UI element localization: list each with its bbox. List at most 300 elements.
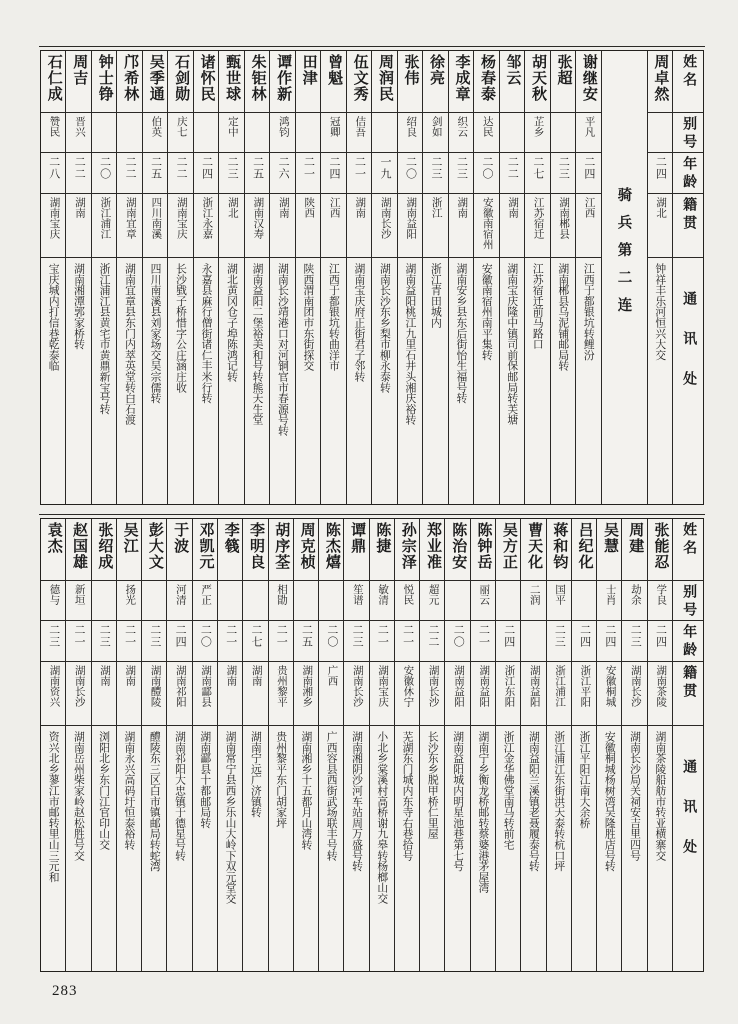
entry-origin: 湖南汉寿 bbox=[252, 197, 264, 239]
entry-origin: 湖南长沙 bbox=[629, 665, 641, 707]
entry-age: 二一 bbox=[302, 156, 315, 180]
entry-address-cell bbox=[92, 258, 116, 504]
entry-origin-cell bbox=[92, 662, 116, 726]
entry-name-cell bbox=[218, 519, 242, 581]
entry-name: 甄世球 bbox=[224, 54, 241, 102]
entry-age: 二七 bbox=[531, 156, 544, 180]
entry-alias: 庆七 bbox=[175, 116, 187, 137]
entry-age-cell bbox=[423, 153, 447, 194]
column-header-age: 年龄 bbox=[681, 624, 697, 660]
entry-origin: 江西 bbox=[328, 197, 340, 218]
entry-alias-cell bbox=[449, 113, 473, 153]
register-table-bottom bbox=[40, 518, 704, 972]
entry-address-cell bbox=[66, 726, 90, 971]
entry-address: 长沙戥子桥惜字公庄涵庄收 bbox=[175, 263, 188, 393]
entry-address-cell bbox=[551, 258, 575, 504]
entry-age-cell bbox=[576, 153, 600, 194]
entry-origin-cell bbox=[449, 194, 473, 258]
entry-age: 二一 bbox=[73, 624, 85, 648]
entry-alias-cell bbox=[117, 581, 141, 621]
entry-alias: 鸿钧 bbox=[277, 116, 289, 137]
entry-name-cell bbox=[449, 51, 473, 113]
entry-address-cell bbox=[347, 258, 371, 504]
entry-age: 二三 bbox=[429, 156, 442, 180]
entry-age-cell bbox=[168, 153, 192, 194]
entry-column bbox=[448, 51, 473, 504]
entry-origin: 湖南祁阳 bbox=[174, 665, 186, 707]
entry-name: 李篯 bbox=[222, 522, 239, 554]
entry-origin: 湖南长沙 bbox=[351, 665, 363, 707]
entry-column bbox=[397, 51, 422, 504]
entry-origin: 湖南益阳 bbox=[528, 665, 540, 707]
entry-address-cell bbox=[395, 726, 419, 971]
entry-name: 于波 bbox=[172, 522, 189, 554]
entry-age-cell bbox=[66, 621, 90, 662]
entry-age-cell bbox=[270, 153, 294, 194]
column-header-age-cell bbox=[673, 621, 703, 662]
entry-origin: 湖南益阳 bbox=[405, 197, 417, 239]
entry-address: 湖南益阳桃江九里石井头湘庆裕转 bbox=[404, 263, 417, 425]
entry-name: 吴慧 bbox=[601, 522, 618, 554]
entry-alias-cell bbox=[294, 581, 318, 621]
entry-name: 钟士铮 bbox=[96, 54, 113, 102]
entry-address: 湖南酃县十都邮局转 bbox=[199, 731, 212, 829]
entry-origin-cell bbox=[344, 662, 368, 726]
entry-address-cell bbox=[92, 726, 116, 971]
entry-column bbox=[242, 519, 267, 971]
entry-origin: 四川南溪 bbox=[150, 197, 162, 239]
entry-alias: 超元 bbox=[427, 584, 439, 605]
entry-alias: 二润 bbox=[528, 584, 540, 605]
entry-address: 湖南安乡县东后街怡生福号转 bbox=[455, 263, 468, 404]
column-header-name: 姓名 bbox=[681, 54, 697, 90]
entry-origin: 湖南宝庆 bbox=[48, 197, 60, 239]
entry-alias-cell bbox=[370, 581, 394, 621]
entry-origin-cell bbox=[117, 662, 141, 726]
entry-origin-cell bbox=[525, 194, 549, 258]
entry-age-cell bbox=[92, 621, 116, 662]
entry-alias-cell bbox=[398, 113, 422, 153]
entry-name: 吕纪化 bbox=[576, 522, 593, 570]
entry-origin: 湖南长沙 bbox=[379, 197, 391, 239]
entry-origin-cell bbox=[41, 194, 65, 258]
entry-age: 二三 bbox=[351, 624, 364, 648]
entry-address-cell bbox=[117, 726, 141, 971]
entry-name: 田津 bbox=[300, 54, 317, 86]
entry-origin-cell bbox=[423, 194, 447, 258]
entry-age: 二四 bbox=[578, 624, 591, 648]
entry-address: 长沙东乡脱甲桥仁里屋 bbox=[426, 731, 439, 839]
entry-address: 永嘉县麻行僧街诸仁丰米行转 bbox=[200, 263, 213, 404]
entry-alias: 国平 bbox=[554, 584, 566, 605]
entry-column bbox=[268, 519, 293, 971]
entry-address: 湖南长沙东乡梨市柳永泰转 bbox=[378, 263, 391, 393]
entry-name: 徐亮 bbox=[428, 54, 445, 86]
entry-name-cell bbox=[471, 519, 495, 581]
entry-column bbox=[596, 519, 621, 971]
entry-address: 安徽南宿州南平集转 bbox=[480, 263, 493, 361]
entry-alias-cell bbox=[474, 113, 498, 153]
entry-alias-cell bbox=[41, 113, 65, 153]
entry-age: 二六 bbox=[277, 156, 290, 180]
entry-origin-cell bbox=[420, 662, 444, 726]
entry-alias-cell bbox=[525, 113, 549, 153]
entry-address: 江苏宿迁前马路口 bbox=[531, 263, 544, 350]
entry-address-cell bbox=[420, 726, 444, 971]
entry-column bbox=[520, 519, 545, 971]
unit-label: 骑兵第二连 bbox=[615, 187, 632, 325]
entry-address-cell bbox=[370, 726, 394, 971]
entry-age-cell bbox=[294, 621, 318, 662]
entry-name: 曹天化 bbox=[526, 522, 543, 570]
entry-name: 陈治安 bbox=[450, 522, 467, 570]
entry-age-cell bbox=[66, 153, 90, 194]
entry-age-cell bbox=[344, 621, 368, 662]
entry-alias: 赞民 bbox=[48, 116, 60, 137]
entry-alias: 伯英 bbox=[150, 116, 162, 137]
entry-name-cell bbox=[194, 51, 218, 113]
entry-origin: 湖北 bbox=[655, 197, 667, 218]
entry-name: 邝希林 bbox=[122, 54, 139, 102]
entry-alias: 达民 bbox=[481, 116, 493, 137]
entry-column bbox=[116, 51, 141, 504]
entry-address: 湖南永兴高码圩恒泰裕转 bbox=[123, 731, 136, 850]
entry-name-cell bbox=[547, 519, 571, 581]
entry-age: 二七 bbox=[249, 624, 262, 648]
entry-origin-cell bbox=[372, 194, 396, 258]
entry-address: 湖南益阳二堡裕美和号转熊天生堂 bbox=[251, 263, 264, 425]
entry-name-cell bbox=[117, 51, 141, 113]
entry-address-cell bbox=[500, 258, 524, 504]
entry-origin: 浙江永嘉 bbox=[201, 197, 213, 239]
entry-column bbox=[41, 519, 65, 971]
entry-name: 张绍成 bbox=[96, 522, 113, 570]
entry-alias: 敏清 bbox=[377, 584, 389, 605]
entry-age: 二三 bbox=[629, 624, 642, 648]
entry-name: 郑业准 bbox=[424, 522, 441, 570]
entry-address: 宝庆城内打信巷乾泰临 bbox=[47, 263, 60, 371]
entry-alias: 新垣 bbox=[73, 584, 85, 605]
entry-address-cell bbox=[445, 726, 469, 971]
entry-address-cell bbox=[294, 726, 318, 971]
column-header-alias-cell bbox=[673, 581, 703, 621]
entry-column bbox=[91, 519, 116, 971]
entry-alias: 士肖 bbox=[604, 584, 616, 605]
entry-address-cell bbox=[142, 726, 166, 971]
column-header-origin-cell bbox=[673, 662, 703, 726]
entry-origin-cell bbox=[269, 662, 293, 726]
entry-name-cell bbox=[496, 519, 520, 581]
entry-address-cell bbox=[117, 258, 141, 504]
entry-origin: 湖南 bbox=[225, 665, 237, 686]
entry-name-cell bbox=[372, 51, 396, 113]
entry-origin-cell bbox=[496, 662, 520, 726]
entry-origin: 湖南长沙 bbox=[427, 665, 439, 707]
entry-name: 周克桢 bbox=[298, 522, 315, 570]
header-column bbox=[672, 51, 703, 504]
column-header-origin: 籍贯 bbox=[681, 197, 697, 233]
entry-alias-cell bbox=[496, 581, 520, 621]
entry-address-cell bbox=[270, 258, 294, 504]
entry-address: 浏阳北乡东门江官印山交 bbox=[98, 731, 111, 850]
entry-address-cell bbox=[41, 726, 65, 971]
entry-name-cell bbox=[525, 51, 549, 113]
entry-age: 二五 bbox=[149, 156, 162, 180]
entry-origin-cell bbox=[167, 662, 191, 726]
entry-address: 浙江青田城内 bbox=[429, 263, 442, 328]
entry-column bbox=[369, 519, 394, 971]
entry-origin-cell bbox=[92, 194, 116, 258]
entry-column bbox=[470, 519, 495, 971]
entry-origin: 湖南茶陵 bbox=[655, 665, 667, 707]
entry-address: 广西容县西街武场联丰号转 bbox=[325, 731, 338, 861]
entry-address: 湖南湘乡十五都月山湾转 bbox=[300, 731, 313, 850]
entry-name-cell bbox=[398, 51, 422, 113]
entry-address: 湖南湘潭郭家桥转 bbox=[73, 263, 86, 350]
entry-name-cell bbox=[474, 51, 498, 113]
entry-column bbox=[444, 519, 469, 971]
entry-age-cell bbox=[41, 621, 65, 662]
entry-origin-cell bbox=[398, 194, 422, 258]
entry-origin: 湖南益阳 bbox=[452, 665, 464, 707]
entry-origin-cell bbox=[319, 662, 343, 726]
entry-alias-cell bbox=[597, 581, 621, 621]
entry-age-cell bbox=[521, 621, 545, 662]
column-header-address: 通讯处 bbox=[681, 759, 697, 879]
entry-origin-cell bbox=[597, 662, 621, 726]
entry-alias-cell bbox=[321, 113, 345, 153]
entry-age: 二一 bbox=[123, 624, 136, 648]
entry-age-cell bbox=[551, 153, 575, 194]
entry-column bbox=[166, 519, 191, 971]
entry-column bbox=[142, 51, 167, 504]
entry-origin: 湖南 bbox=[124, 665, 136, 686]
entry-alias: 劫余 bbox=[629, 584, 641, 605]
entry-origin: 浙江东阳 bbox=[503, 665, 515, 707]
entry-name: 杨春泰 bbox=[478, 54, 495, 102]
entry-column bbox=[244, 51, 269, 504]
entry-age-cell bbox=[167, 621, 191, 662]
entry-origin: 安徽桐城 bbox=[604, 665, 616, 707]
entry-alias-cell bbox=[521, 581, 545, 621]
entry-address: 湖南郴县乌泥铺邮局转 bbox=[557, 263, 570, 371]
entry-name: 陈钟岳 bbox=[475, 522, 492, 570]
column-header-name-cell bbox=[673, 51, 703, 113]
entry-alias-cell bbox=[445, 581, 469, 621]
entry-origin: 贵州黎平 bbox=[275, 665, 287, 707]
entry-origin: 湖南宝庆 bbox=[175, 197, 187, 239]
column-header-origin: 籍贯 bbox=[681, 665, 697, 701]
entry-age-cell bbox=[321, 153, 345, 194]
entry-address: 湖南常宁县西乡乐山大岭下双元堂交 bbox=[224, 731, 237, 904]
entry-name: 周卓然 bbox=[652, 54, 669, 102]
entry-column bbox=[647, 51, 672, 504]
entry-alias-cell bbox=[218, 581, 242, 621]
entry-name-cell bbox=[395, 519, 419, 581]
entry-origin: 湖南郴县 bbox=[558, 197, 570, 239]
entry-age: 二〇 bbox=[199, 624, 212, 648]
entry-address: 资兴北乡蓼江市邮转里山三元和 bbox=[47, 731, 60, 883]
entry-alias-cell bbox=[243, 581, 267, 621]
entry-alias: 剑如 bbox=[430, 116, 442, 137]
entry-age: 二四 bbox=[582, 156, 595, 180]
entry-alias: 织云 bbox=[456, 116, 468, 137]
entry-column bbox=[41, 51, 65, 504]
entry-address-cell bbox=[398, 258, 422, 504]
entry-origin: 湖南醴陵 bbox=[149, 665, 161, 707]
entry-address-cell bbox=[474, 258, 498, 504]
entry-address-cell bbox=[648, 258, 672, 504]
entry-alias-cell bbox=[296, 113, 320, 153]
entry-origin-cell bbox=[194, 194, 218, 258]
entry-address: 湖南祁阳大忠镇于德星号转 bbox=[174, 731, 187, 861]
column-header-age-cell bbox=[673, 153, 703, 194]
entry-age: 二三 bbox=[557, 156, 570, 180]
entry-column bbox=[343, 519, 368, 971]
register-table-top bbox=[40, 50, 704, 505]
entry-alias: 定中 bbox=[226, 116, 238, 137]
entry-address: 湖南宝庆隆中镇司前保邮局转芙塘 bbox=[506, 263, 519, 425]
entry-origin: 江西 bbox=[583, 197, 595, 218]
column-header-name-cell bbox=[673, 519, 703, 581]
entry-name: 诸怀民 bbox=[198, 54, 215, 102]
entry-address: 江西于都银坑转鲤汾 bbox=[582, 263, 595, 361]
entry-age-cell bbox=[395, 621, 419, 662]
entry-origin: 广西 bbox=[326, 665, 338, 686]
entry-name-cell bbox=[167, 519, 191, 581]
entry-origin: 江苏宿迁 bbox=[532, 197, 544, 239]
entry-origin-cell bbox=[193, 662, 217, 726]
header-column bbox=[672, 519, 703, 971]
entry-address: 安徽桐城杨树湾吴隆胜店号转 bbox=[603, 731, 616, 872]
entry-column bbox=[524, 51, 549, 504]
entry-name-cell bbox=[344, 519, 368, 581]
entry-name: 张能忍 bbox=[652, 522, 669, 570]
entry-column bbox=[167, 51, 192, 504]
column-header-age: 年龄 bbox=[681, 156, 697, 192]
entry-address-cell bbox=[193, 726, 217, 971]
column-header-origin-cell bbox=[673, 194, 703, 258]
entry-address: 芜湖东门城内东寺右巷拾号 bbox=[401, 731, 414, 861]
entry-name: 曾魁 bbox=[326, 54, 343, 86]
entry-origin: 湖南 bbox=[250, 665, 262, 686]
entry-origin: 湖南长沙 bbox=[73, 665, 85, 707]
entry-alias-cell bbox=[319, 581, 343, 621]
entry-alias-cell bbox=[92, 113, 116, 153]
entry-name: 伍文秀 bbox=[351, 54, 368, 102]
entry-alias: 佶吾 bbox=[354, 116, 366, 137]
entry-alias: 冠卿 bbox=[328, 116, 340, 137]
entry-column bbox=[473, 51, 498, 504]
entry-origin: 湖南 bbox=[99, 665, 111, 686]
entry-age-cell bbox=[471, 621, 495, 662]
entry-alias-cell bbox=[547, 581, 571, 621]
entry-name: 周润民 bbox=[377, 54, 394, 102]
entry-address-cell bbox=[296, 258, 320, 504]
entry-address-cell bbox=[572, 726, 596, 971]
entry-origin-cell bbox=[321, 194, 345, 258]
entry-name-cell bbox=[243, 519, 267, 581]
entry-origin-cell bbox=[500, 194, 524, 258]
entry-address-cell bbox=[597, 726, 621, 971]
entry-origin-cell bbox=[471, 662, 495, 726]
entry-address: 贵州黎平东门胡家坪 bbox=[275, 731, 288, 829]
entry-name-cell bbox=[319, 519, 343, 581]
entry-address: 湖北黄冈仓子埠陈鸿记转 bbox=[225, 263, 238, 382]
entry-column bbox=[346, 51, 371, 504]
entry-age: 二三 bbox=[455, 156, 468, 180]
entry-name: 周建 bbox=[627, 522, 644, 554]
entry-name-cell bbox=[92, 519, 116, 581]
entry-age-cell bbox=[117, 153, 141, 194]
entry-age-cell bbox=[269, 621, 293, 662]
entry-age-cell bbox=[347, 153, 371, 194]
entry-alias-cell bbox=[648, 581, 672, 621]
entry-name-cell bbox=[420, 519, 444, 581]
entry-name-cell bbox=[117, 519, 141, 581]
entry-age: 二二 bbox=[506, 156, 519, 180]
entry-origin-cell bbox=[572, 662, 596, 726]
entry-origin-cell bbox=[218, 662, 242, 726]
entry-name-cell bbox=[572, 519, 596, 581]
entry-origin-cell bbox=[296, 194, 320, 258]
entry-name: 袁杰 bbox=[45, 522, 62, 554]
entry-name: 李成章 bbox=[453, 54, 470, 102]
entry-name: 邹云 bbox=[504, 54, 521, 86]
entry-address: 湖南益阳城内明星池巷第七号 bbox=[452, 731, 465, 872]
section-divider-column bbox=[601, 51, 647, 504]
entry-column bbox=[217, 519, 242, 971]
entry-address: 湖南长沙局关祠安吉里四号 bbox=[629, 731, 642, 861]
entry-alias-cell bbox=[471, 581, 495, 621]
entry-name: 赵国雄 bbox=[71, 522, 88, 570]
entry-origin-cell bbox=[347, 194, 371, 258]
entry-address: 湖南宁远广济镇转 bbox=[249, 731, 262, 818]
entry-column bbox=[320, 51, 345, 504]
entry-age: 二一 bbox=[275, 624, 288, 648]
entry-alias-cell bbox=[395, 581, 419, 621]
entry-origin-cell bbox=[243, 662, 267, 726]
entry-age-cell bbox=[622, 621, 646, 662]
entry-age: 二〇 bbox=[98, 156, 111, 180]
entry-age-cell bbox=[525, 153, 549, 194]
entry-age-cell bbox=[648, 153, 672, 194]
entry-name: 蒋和钧 bbox=[551, 522, 568, 570]
entry-column bbox=[65, 519, 90, 971]
entry-name-cell bbox=[92, 51, 116, 113]
entry-age-cell bbox=[194, 153, 218, 194]
entry-name: 李明良 bbox=[248, 522, 264, 570]
entry-name: 谢继安 bbox=[580, 54, 597, 102]
entry-alias: 相勖 bbox=[275, 584, 287, 605]
entry-address: 湖南益阳兰溪镇老聂履泰号转 bbox=[527, 731, 540, 872]
entry-name: 张伟 bbox=[402, 54, 419, 86]
entry-address: 湖南茶陵船舫市转亚横寨交 bbox=[654, 731, 667, 861]
entry-name: 朱钜林 bbox=[249, 54, 266, 102]
entry-alias-cell bbox=[344, 581, 368, 621]
entry-alias-cell bbox=[168, 113, 192, 153]
entry-alias-cell bbox=[648, 113, 672, 153]
entry-origin-cell bbox=[622, 662, 646, 726]
entry-age-cell bbox=[193, 621, 217, 662]
entry-name-cell bbox=[622, 519, 646, 581]
entry-address: 湖南宁乡衡龙桥邮转蔡婆港茅屋湾 bbox=[477, 731, 490, 893]
entry-age-cell bbox=[500, 153, 524, 194]
entry-alias-cell bbox=[269, 581, 293, 621]
entry-age: 二一 bbox=[224, 624, 237, 648]
entry-age-cell bbox=[370, 621, 394, 662]
entry-alias-cell bbox=[576, 113, 600, 153]
